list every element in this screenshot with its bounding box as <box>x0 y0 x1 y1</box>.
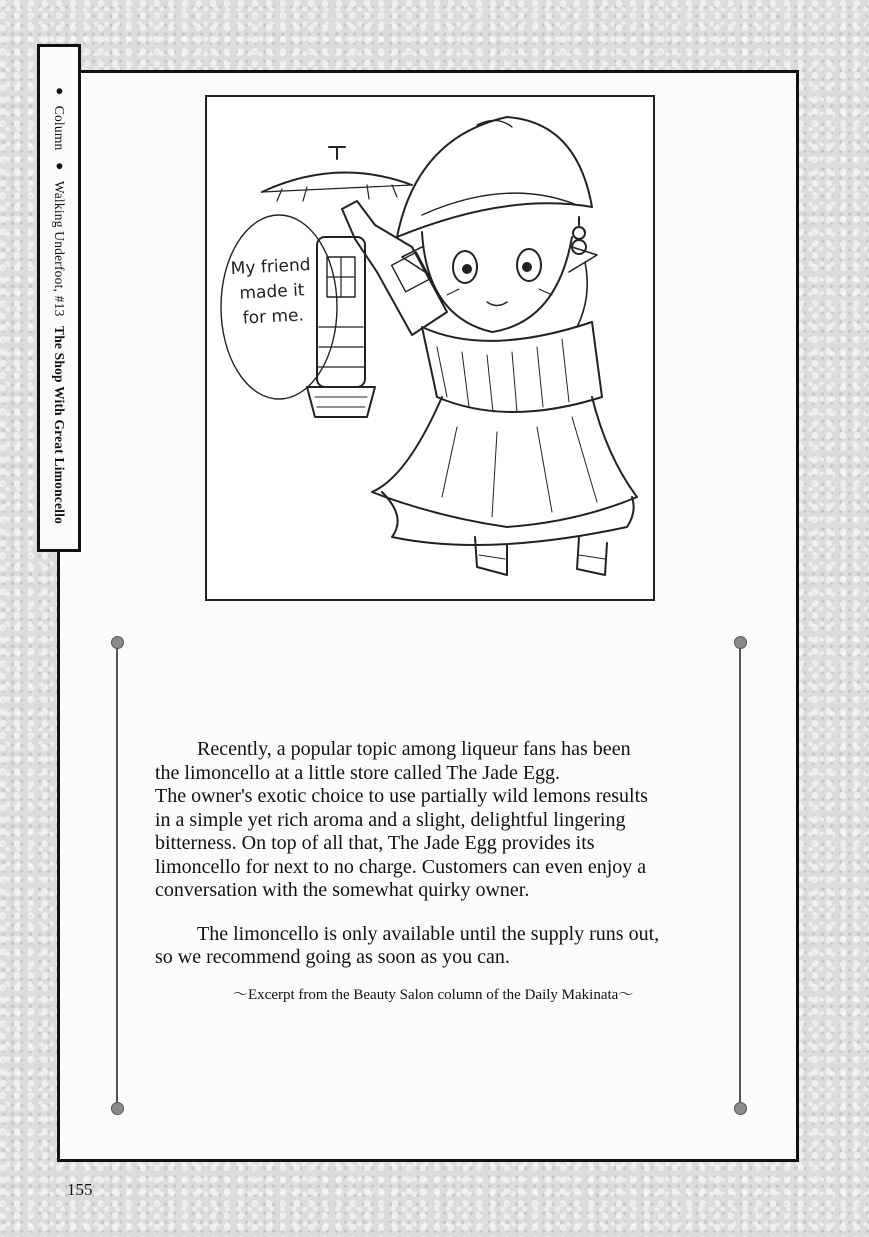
text-line: so we recommend going as soon as you can. <box>155 946 510 968</box>
illustration-panel <box>205 95 655 601</box>
text-line: bitterness. On top of all that, The Jade Egg provides its <box>155 832 595 854</box>
speech-sign <box>227 253 317 332</box>
column-title: The Shop With Great Limoncello <box>52 326 67 525</box>
column-side-tab <box>37 44 81 552</box>
bullet: ● <box>52 83 67 99</box>
illustration-drawing <box>207 97 653 599</box>
frame-rail-left <box>116 645 118 1110</box>
text-line: The limoncello is only available until the supply runs out, <box>197 922 660 945</box>
page-number: 155 <box>67 1180 93 1199</box>
bullet: ● <box>52 158 67 174</box>
sign-line: for me. <box>242 305 305 329</box>
text-line: Recently, a popular topic among liqueur fans has been <box>197 738 631 760</box>
sign-line: made it <box>238 280 305 304</box>
sign-line: My friend <box>230 254 312 280</box>
article-paragraph <box>155 923 715 970</box>
side-tab-text <box>51 79 67 524</box>
column-series: Walking Underfoot, #13 <box>52 180 67 317</box>
frame-ornament <box>111 1102 124 1115</box>
article-paragraph <box>155 738 715 903</box>
text-line: conversation with the somewhat quirky owner. <box>155 879 530 901</box>
frame-ornament <box>111 636 124 649</box>
article-source: ～Excerpt from the Beauty Salon column of the Daily Makinata～ <box>233 987 634 1003</box>
frame-ornament <box>734 1102 747 1115</box>
text-line: limoncello for next to no charge. Customers can even enjoy a <box>155 855 647 878</box>
frame-rail-right <box>739 645 741 1110</box>
frame-ornament <box>734 636 747 649</box>
text-line: in a simple yet rich aroma and a slight, delightful lingering <box>155 808 626 831</box>
text-line: The owner's exotic choice to use partially wild lemons results <box>155 785 648 807</box>
article-body <box>155 738 715 970</box>
text-line: the limoncello at a little store called The Jade Egg. <box>155 761 561 784</box>
column-label: Column <box>52 105 67 151</box>
